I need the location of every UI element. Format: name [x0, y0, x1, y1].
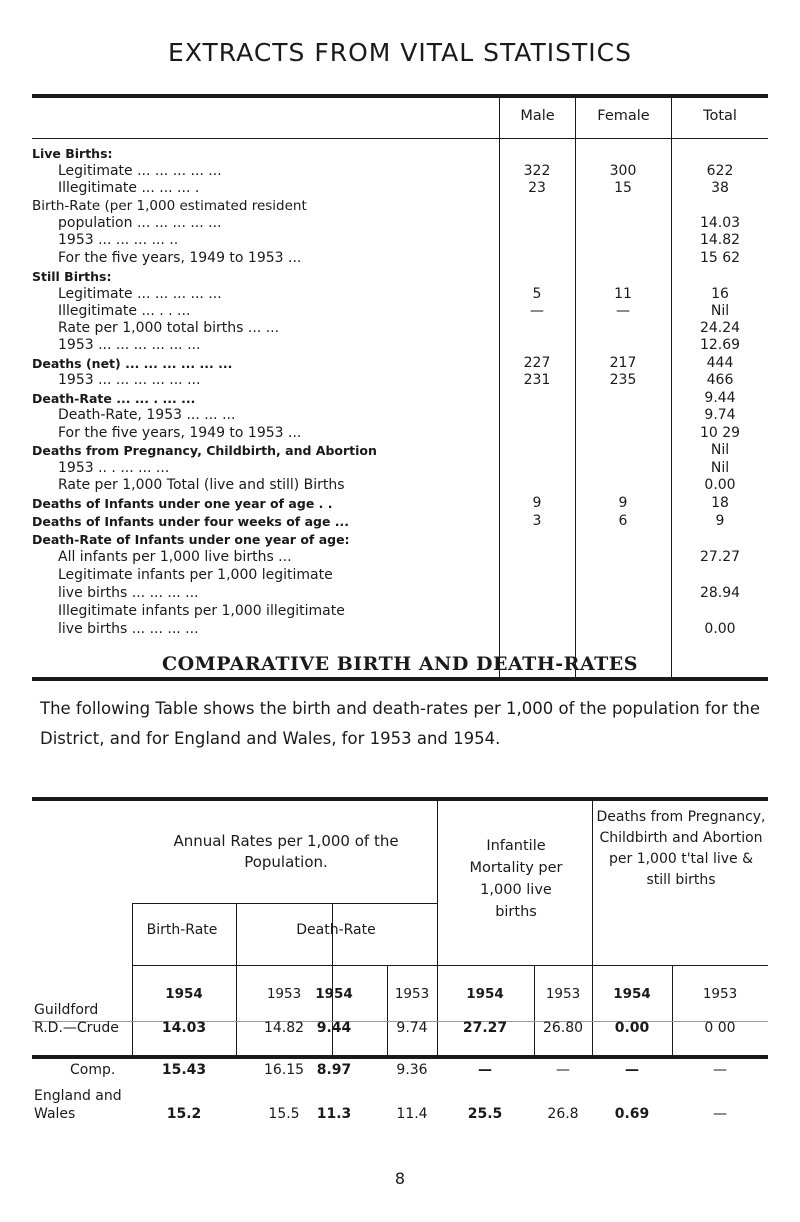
row-label: Deaths (net) ... ... ... ... ... ...: [32, 356, 233, 371]
table-row: [32, 250, 768, 267]
cell-female: 235: [609, 372, 637, 388]
row-label: Comp.: [70, 1062, 116, 1078]
row-label: 1953 ... ... ... ... ... ...: [58, 372, 201, 388]
table-row: [32, 549, 768, 566]
cell-total: Nil: [710, 460, 730, 476]
row-label: live births ... ... ... ...: [58, 585, 199, 601]
table-row: [32, 621, 768, 638]
cell-total: Nil: [710, 303, 730, 319]
row-label: For the five years, 1949 to 1953 ...: [58, 425, 302, 441]
column-rule: [437, 801, 438, 1055]
cell-total: 0.00: [704, 477, 736, 493]
table-header: [32, 98, 768, 139]
cell-total: 466: [706, 372, 734, 388]
table-cell: 15.2: [166, 1106, 202, 1122]
column-rule: [387, 965, 388, 1055]
table-row: [32, 145, 768, 162]
table-cell: 0.69: [614, 1106, 650, 1122]
header-pregnancy-deaths: Deaths from Pregnancy, Childbirth and Abortion per 1,000 t'tal live & still births: [596, 809, 766, 888]
row-label: Death-Rate ... ... . ... ...: [32, 391, 196, 406]
table-cell: —: [625, 1062, 639, 1078]
year-header: 1954: [165, 986, 203, 1002]
table-row: [32, 513, 768, 530]
cell-male: —: [530, 303, 544, 319]
table-cell: 0.00: [614, 1020, 650, 1036]
table-row: [32, 286, 768, 303]
table-cell: —: [713, 1062, 727, 1078]
table-row: [32, 407, 768, 424]
row-label: All infants per 1,000 live births ...: [58, 549, 292, 565]
table-row: [32, 585, 768, 602]
table-bottom-rule: [32, 1055, 768, 1059]
table-row: [32, 567, 768, 584]
table-row: [32, 495, 768, 512]
row-label: Deaths of Infants under one year of age . .: [32, 496, 333, 511]
cell-total: 10 29: [699, 425, 741, 441]
cell-female: 217: [609, 355, 637, 371]
cell-total: 9: [715, 513, 725, 529]
cell-total: 28.94: [699, 585, 741, 601]
table-row: [32, 232, 768, 249]
header-infantile-mortality: Infantile Mortality per 1,000 live births: [469, 838, 563, 920]
cell-male: 5: [532, 286, 542, 302]
column-rule: [592, 801, 593, 1055]
header-total: Total: [703, 108, 737, 124]
table-cell: 25.5: [467, 1106, 503, 1122]
cell-female: 300: [609, 163, 637, 179]
table-cell: —: [556, 1062, 570, 1078]
header-rule: [593, 965, 768, 966]
row-label: Deaths from Pregnancy, Childbirth, and Abortion: [32, 443, 377, 458]
cell-total: 38: [711, 180, 729, 196]
table-cell: 11.3: [316, 1106, 352, 1122]
row-label: Legitimate ... ... ... ... ...: [58, 163, 222, 179]
table-row: [32, 355, 768, 372]
table-row: [32, 425, 768, 442]
cell-total: 24.24: [699, 320, 741, 336]
row-label: Wales: [34, 1106, 76, 1122]
row-label: England and: [34, 1088, 122, 1104]
row-label: Illegitimate infants per 1,000 illegitimate: [58, 603, 345, 619]
header-rule: [132, 965, 437, 966]
cell-total: 0.00: [704, 621, 736, 637]
table-row: [32, 390, 768, 407]
row-label: Live Births:: [32, 146, 113, 161]
row-label: Legitimate infants per 1,000 legitimate: [58, 567, 333, 583]
table-cell: 8.97: [316, 1062, 352, 1078]
intro-paragraph: The following Table shows the birth and death-rates per 1,000 of the population for the District, and for England and Wales, for 1953 and 1954.: [40, 699, 761, 748]
row-label: live births ... ... ... ...: [58, 621, 199, 637]
vital-statistics-table: [32, 94, 768, 681]
cell-total: 9.44: [704, 390, 736, 406]
row-label: Guildford: [34, 1002, 99, 1018]
cell-male: 23: [528, 180, 546, 196]
row-label: 1953 ... ... ... ... ... ...: [58, 337, 201, 353]
row-label: Death-Rate of Infants under one year of age:: [32, 532, 350, 547]
table-cell: 16.15: [263, 1062, 305, 1078]
header-death-rate: Death-Rate: [296, 922, 376, 938]
cell-total: 12.69: [699, 337, 741, 353]
table-cell: 26.8: [547, 1106, 579, 1122]
table-cell: 9.74: [396, 1020, 428, 1036]
page-title: EXTRACTS FROM VITAL STATISTICS: [168, 38, 632, 67]
cell-female: —: [616, 303, 630, 319]
table-bottom-rule: [32, 677, 768, 681]
header-rule: [132, 903, 437, 904]
table-cell: 27.27: [462, 1020, 508, 1036]
cell-total: 9.74: [704, 407, 736, 423]
header-male: Male: [520, 108, 555, 124]
table-cell: 0 00: [704, 1020, 736, 1036]
table-cell: —: [478, 1062, 492, 1078]
cell-total: 16: [711, 286, 729, 302]
row-label: 1953 .. . ... ... ...: [58, 460, 170, 476]
comparative-rates-table: [32, 797, 768, 1122]
table-cell: 15.5: [268, 1106, 300, 1122]
row-label: Illegitimate ... . . ...: [58, 303, 191, 319]
cell-total: 14.03: [699, 215, 741, 231]
table-cell: 26.80: [542, 1020, 584, 1036]
year-header: 1953: [702, 986, 738, 1002]
cell-female: 6: [618, 513, 628, 529]
table-row: [32, 603, 768, 620]
cell-male: 9: [532, 495, 542, 511]
table-cell: 15.43: [161, 1062, 207, 1078]
cell-male: 231: [523, 372, 551, 388]
table-row: [32, 198, 768, 215]
table-row: [32, 531, 768, 548]
table-top-rule: [32, 797, 768, 801]
row-label: For the five years, 1949 to 1953 ...: [58, 250, 302, 266]
cell-male: 3: [532, 513, 542, 529]
cell-female: 9: [618, 495, 628, 511]
header-birth-rate: Birth-Rate: [146, 922, 218, 938]
cell-female: 15: [614, 180, 632, 196]
header-female: Female: [597, 108, 650, 124]
table-row: [32, 442, 768, 459]
row-label: Rate per 1,000 Total (live and still) Births: [58, 477, 345, 493]
table-cell: 9.44: [316, 1020, 352, 1036]
row-label: Illegitimate ... ... ... .: [58, 180, 200, 196]
row-label: Still Births:: [32, 269, 112, 284]
cell-total: 622: [706, 163, 734, 179]
year-header: 1953: [266, 986, 302, 1002]
column-rule: [534, 965, 535, 1055]
table-cell: 11.4: [396, 1106, 428, 1122]
table-row: [32, 320, 768, 337]
column-rule: [672, 965, 673, 1055]
year-header: 1953: [394, 986, 430, 1002]
cell-female: 11: [614, 286, 632, 302]
table-body: [32, 139, 768, 677]
year-header: 1954: [613, 986, 651, 1002]
table-row: [32, 337, 768, 354]
row-label: Legitimate ... ... ... ... ...: [58, 286, 222, 302]
table-row: [32, 180, 768, 197]
row-label: Birth-Rate (per 1,000 estimated resident: [32, 198, 307, 214]
cell-total: 14.82: [699, 232, 741, 248]
row-label: 1953 ... ... ... ... ..: [58, 232, 179, 248]
year-header: 1954: [466, 986, 504, 1002]
table-cell: 14.82: [263, 1020, 305, 1036]
table-row: [32, 372, 768, 389]
row-label: Rate per 1,000 total births ... ...: [58, 320, 280, 336]
section-title: COMPARATIVE BIRTH AND DEATH-RATES: [162, 653, 638, 675]
table-row: [32, 268, 768, 285]
cell-total: Nil: [710, 442, 730, 458]
table-row: [32, 303, 768, 320]
table-cell: —: [713, 1106, 727, 1122]
header-rule: [438, 965, 592, 966]
row-label: R.D.—Crude: [34, 1020, 119, 1036]
cell-total: 27.27: [699, 549, 741, 565]
year-header: 1953: [545, 986, 581, 1002]
cell-total: 18: [711, 495, 729, 511]
table-row: [32, 163, 768, 180]
table-row: [32, 477, 768, 494]
cell-male: 227: [523, 355, 551, 371]
page-number: 8: [394, 1169, 406, 1188]
table-cell: 14.03: [161, 1020, 207, 1036]
table-row: [32, 460, 768, 477]
table-row: [32, 215, 768, 232]
row-label: Death-Rate, 1953 ... ... ...: [58, 407, 236, 423]
year-header: 1954: [315, 986, 353, 1002]
row-label: population ... ... ... ... ...: [58, 215, 222, 231]
cell-total: 15 62: [699, 250, 741, 266]
row-label: Deaths of Infants under four weeks of age ...: [32, 514, 350, 529]
cell-male: 322: [523, 163, 551, 179]
header-annual-rates: Annual Rates per 1,000 of the Population.: [173, 832, 399, 871]
cell-total: 444: [706, 355, 734, 371]
table-cell: 9.36: [396, 1062, 428, 1078]
